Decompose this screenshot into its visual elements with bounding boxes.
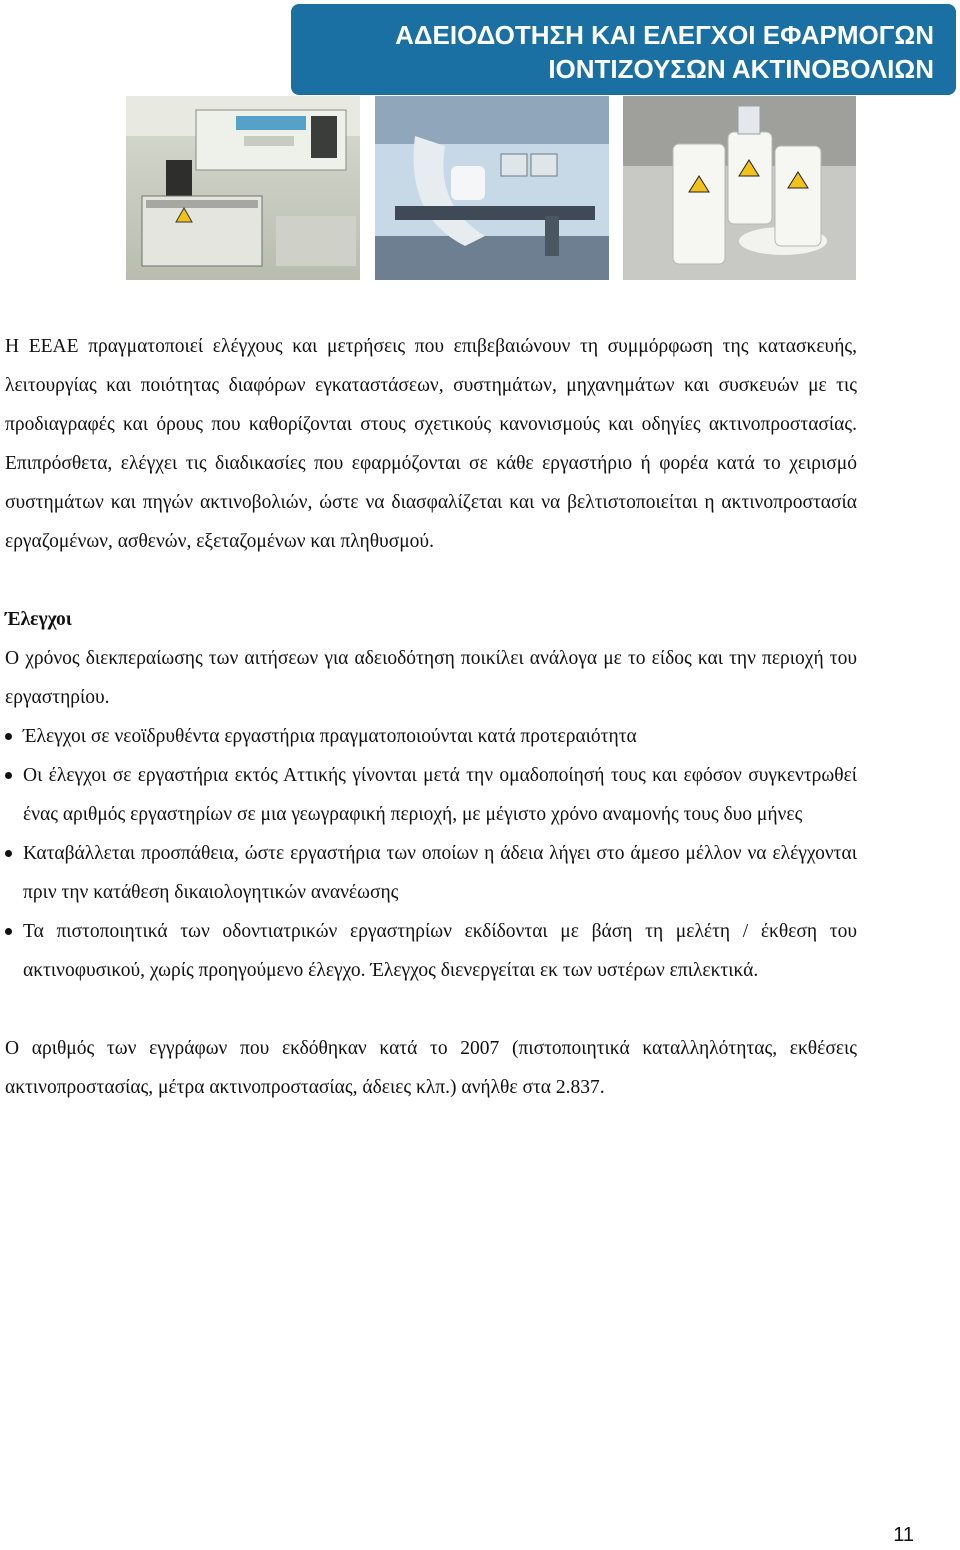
bullet-dot-icon <box>5 928 12 935</box>
photo-angiography-room <box>375 96 609 280</box>
closing-paragraph: Ο αριθμός των εγγράφων που εκδόθηκαν κατά το 2007 (πιστοποιητικά καταλληλότητας, εκθέσεις ακτινοπροστασίας, μέτρα ακτινοπροστασίας, άδειες κλπ.) ανήλθε στα 2.837. <box>5 1038 857 1098</box>
document-body <box>5 327 857 1107</box>
list-item <box>5 756 857 834</box>
bullet-dot-icon <box>5 850 12 857</box>
bullet-dot-icon <box>5 733 12 740</box>
list-item-text: Έλεγχοι σε νεοϊδρυθέντα εργαστήρια πραγματοποιούνται κατά προτεραιότητα <box>23 726 637 747</box>
list-item <box>5 717 857 756</box>
list-item <box>5 834 857 912</box>
list-item-text: Τα πιστοποιητικά των οδοντιατρικών εργαστηρίων εκδίδονται με βάση τη μελέτη / έκθεση του ακτινοφυσικού, χωρίς προηγούμενο έλεγχο. Έλεγχος διενεργείται εκ των υστέρων επιλεκτικά. <box>23 921 857 981</box>
bullet-dot-icon <box>5 772 12 779</box>
list-item-text: Καταβάλλεται προσπάθεια, ώστε εργαστήρια των οποίων η άδεια λήγει στο άμεσο μέλλον να ελέγχονται πριν την κατάθεση δικαιολογητικών ανανέωσης <box>23 843 857 903</box>
section-title-line-1: ΑΔΕΙΟΔΟΤΗΣΗ ΚΑΙ ΕΛΕΓΧΟΙ ΕΦΑΡΜΟΓΩΝ <box>395 20 934 50</box>
photo-radioactive-source-containers <box>623 96 856 280</box>
section-title-banner <box>291 4 956 95</box>
page-number: 11 <box>893 1524 914 1546</box>
section-title-line-2: ΙΟΝΤΙΖΟΥΣΩΝ ΑΚΤΙΝΟΒΟΛΙΩΝ <box>548 54 934 84</box>
intro-paragraph: Η ΕΕΑΕ πραγματοποιεί ελέγχους και μετρήσεις που επιβεβαιώνουν τη συμμόρφωση της κατασκευής, λειτουργίας και ποιότητας διαφόρων εγκαταστάσεων, συστημάτων, μηχανημάτων και συσκευών με τις προδιαγραφές και όρους που καθορίζονται στους σχετικούς κανονισμούς και οδηγίες ακτινοπροστασίας. Επιπρόσθετα, ελέγχει τις διαδικασίες που εφαρμόζονται σε κάθε εργαστήριο ή φορέα κατά το χειρισμό συστημάτων και πηγών ακτινοβολιών, ώστε να διασφαλίζεται και να βελτιστοποιείται η ακτινοπροστασία εργαζομένων, ασθενών, εξεταζομένων και πληθυσμού. <box>5 336 857 552</box>
photo-measurement-instruments <box>126 96 360 280</box>
controls-paragraph: Ο χρόνος διεκπεραίωσης των αιτήσεων για αδειοδότηση ποικίλει ανάλογα με το είδος και την περιοχή του εργαστηρίου. <box>5 648 857 708</box>
list-item <box>5 912 857 990</box>
controls-heading: Έλεγχοι <box>5 609 72 630</box>
list-item-text: Οι έλεγχοι σε εργαστήρια εκτός Αττικής γίνονται μετά την ομαδοποίησή τους και εφόσον συγκεντρωθεί ένας αριθμός εργαστηρίων σε μια γεωγραφική περιοχή, με μέγιστο χρόνο αναμονής τους δυο μήνες <box>23 765 857 825</box>
controls-bullet-list <box>5 717 857 990</box>
